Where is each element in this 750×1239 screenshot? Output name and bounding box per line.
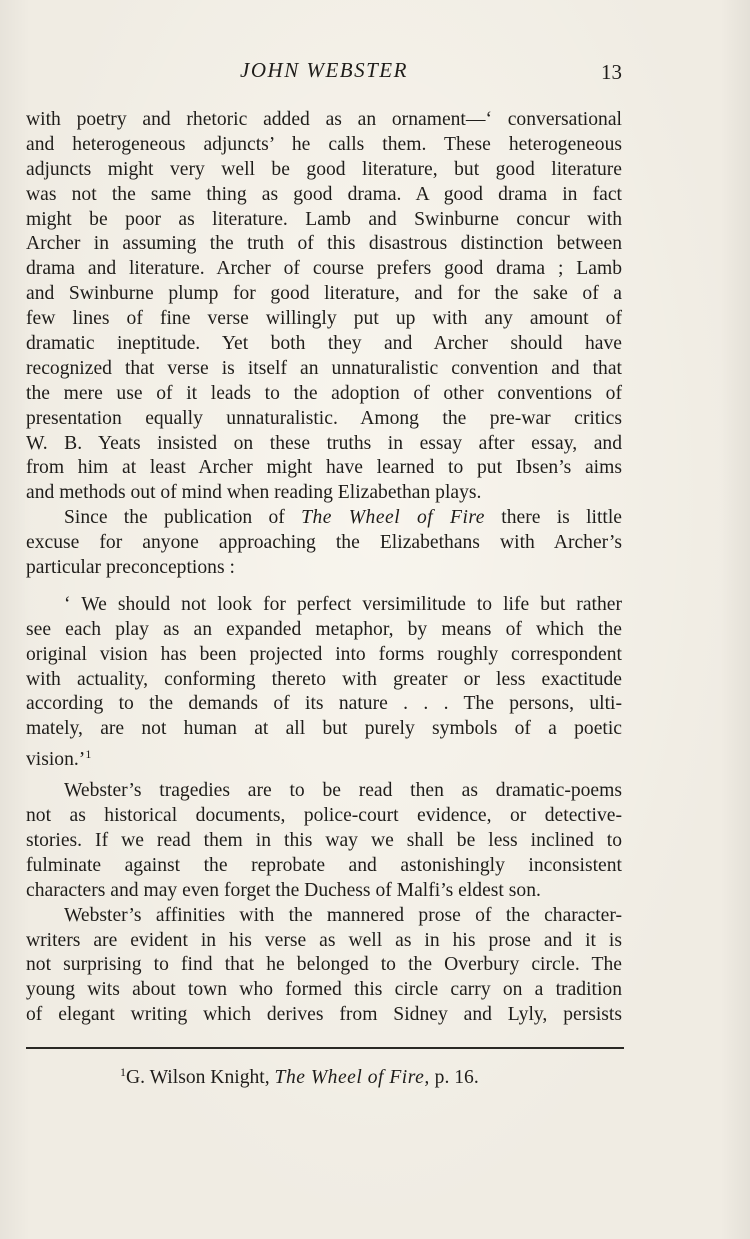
text-run: Since the publication of [64, 507, 285, 529]
quote-line: see each play as an expanded metaphor, by means of which the [26, 618, 622, 640]
text-line: drama and literature. Archer of course prefers good drama ; Lamb [26, 258, 622, 280]
book-title: The Wheel of Fire [301, 507, 485, 529]
text-run: there is little [501, 507, 622, 529]
quote-line: ‘ We should not look for perfect versimilitude to life but rather [64, 593, 622, 615]
footnote-page: p. 16. [434, 1067, 479, 1088]
running-head [26, 58, 622, 88]
quote-line: with actuality, conforming thereto with greater or less exactitude [26, 668, 622, 690]
footnote-book-title: The Wheel of Fire, [274, 1067, 430, 1088]
footnote-text: G. Wilson Knight, [126, 1067, 270, 1088]
footnote-marker: 1 [120, 1065, 126, 1079]
footnote [120, 1060, 479, 1090]
text-line: few lines of fine verse willingly put up with any amount of [26, 308, 622, 330]
running-title: JOHN WEBSTER [240, 58, 408, 82]
text-line: writers are evident in his verse as well as in his prose and it is [26, 929, 622, 951]
block-gap [26, 767, 622, 779]
text-line: young wits about town who formed this circle carry on a tradition [26, 979, 622, 1001]
text-line: of elegant writing which derives from Sidney and Lyly, persists [26, 1004, 622, 1026]
text-line: characters and may even forget the Duchess of Malfi’s eldest son. [26, 879, 541, 901]
quote-line: according to the demands of its nature . . . The persons, ulti- [26, 693, 622, 715]
text-line: from him at least Archer might have learned to put Ibsen’s aims [26, 457, 622, 479]
quote-line: mately, are not human at all but purely symbols of a poetic [26, 718, 622, 740]
text-line: fulminate against the reprobate and astonishingly inconsistent [26, 854, 622, 876]
text-line: the mere use of it leads to the adoption of other conventions of [26, 382, 622, 404]
text-line: and methods out of mind when reading Elizabethan plays. [26, 482, 482, 504]
quote-line: original vision has been projected into forms roughly correspondent [26, 643, 622, 665]
text-line: was not the same thing as good drama. A good drama in fact [26, 183, 622, 205]
text-line: stories. If we read them in this way we shall be less inclined to [26, 829, 622, 851]
text-line: presentation equally unnaturalistic. Among the pre-war critics [26, 407, 622, 429]
body-text [26, 108, 622, 1028]
text-line: particular preconceptions : [26, 557, 235, 579]
text-line: dramatic ineptitude. Yet both they and Archer should have [26, 333, 622, 355]
text-line: not as historical documents, police-court evidence, or detective- [26, 805, 622, 827]
text-line: adjuncts might very well be good literature, but good literature [26, 158, 622, 180]
block-gap [26, 581, 622, 593]
quote-line [26, 742, 622, 771]
footnote-rule [26, 1047, 624, 1049]
paragraph-first-line: Webster’s tragedies are to be read then as dramatic-poems [64, 780, 622, 802]
paragraph-first-line [26, 506, 622, 531]
text-line: not surprising to find that he belonged to the Overbury circle. The [26, 954, 622, 976]
text-line: recognized that verse is itself an unnaturalistic convention and that [26, 357, 622, 379]
footnote-ref: 1 [85, 747, 92, 762]
paragraph-first-line: Webster’s affinities with the mannered prose of the character- [64, 904, 622, 926]
text-run: vision.’ [26, 749, 86, 771]
text-line: excuse for anyone approaching the Elizabethans with Archer’s [26, 532, 622, 554]
text-line: with poetry and rhetoric added as an ornament—‘ conversational [26, 109, 622, 130]
text-line: and heterogeneous adjuncts’ he calls them. These heterogeneous [26, 133, 622, 155]
page-number: 13 [601, 60, 622, 84]
text-line: Archer in assuming the truth of this disastrous distinction between [26, 233, 622, 255]
text-line: and Swinburne plump for good literature, and for the sake of a [26, 283, 622, 305]
text-line: W. B. Yeats insisted on these truths in essay after essay, and [26, 432, 622, 454]
text-line: might be poor as literature. Lamb and Swinburne concur with [26, 208, 622, 230]
